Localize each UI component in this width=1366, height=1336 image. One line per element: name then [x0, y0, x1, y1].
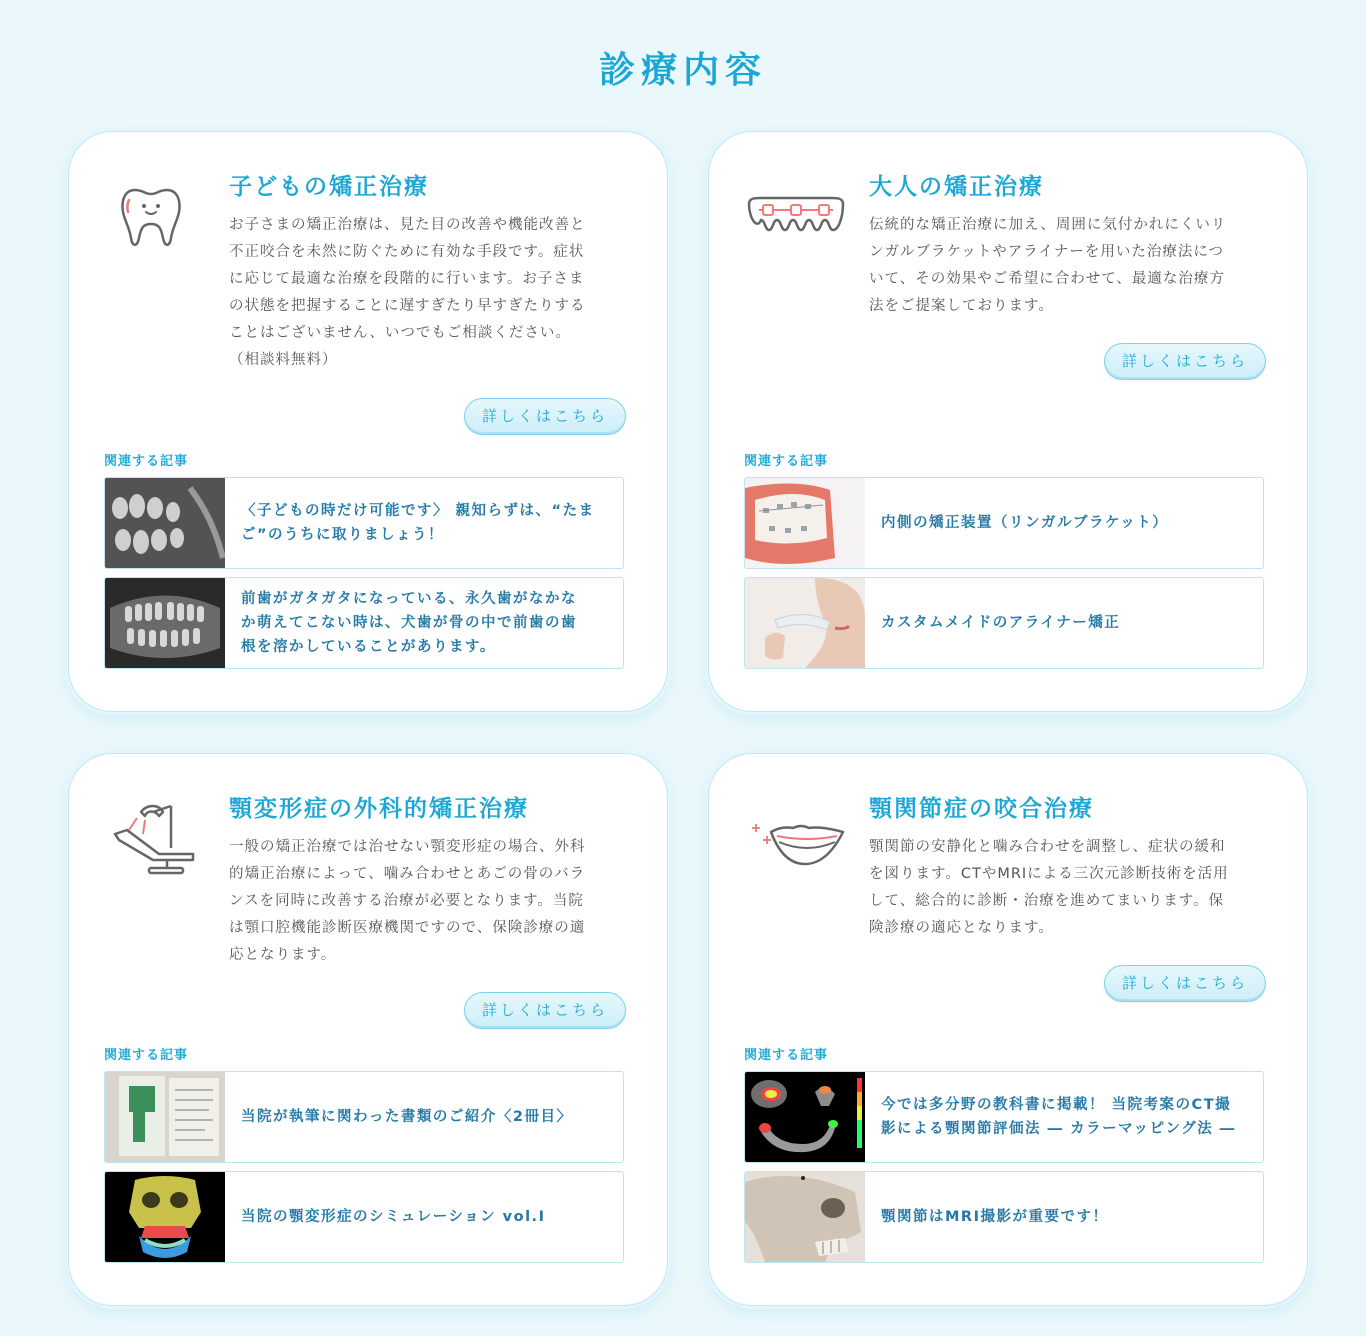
section-title: 診療内容: [598, 50, 767, 91]
skull-3d-thumb: [105, 1172, 225, 1262]
related-articles-label: 関連する記事: [104, 1048, 189, 1063]
card-description: 一般の矯正治療では治せない顎変形症の場合、外科 的矯正治療によって、噛み合わせとあごの骨のバラ ンスを同時に改善する治療が必要となります。当院 は顎口腔機能診断医療機関ですので、保険診療の適 応となります。: [229, 839, 586, 963]
ct-color-map-thumb: [745, 1072, 865, 1162]
related-article-item[interactable]: [744, 1171, 1264, 1263]
article-title: 内側の矯正装置（リンガルブラケット）: [881, 515, 1169, 531]
tooth-icon: [107, 176, 207, 256]
article-title: カスタムメイドのアライナー矯正: [881, 615, 1121, 631]
article-title: 当院の顎変形症のシミュレーション vol.I: [241, 1209, 546, 1225]
xray-thumb: [105, 478, 225, 568]
details-button[interactable]: 詳しくはこちら: [1104, 343, 1266, 380]
article-title: 当院が執筆に関わった書類のご紹介〈2冊目〉: [241, 1109, 573, 1125]
card-description: お子さまの矯正治療は、見た目の改善や機能改善と 不正咬合を未然に防ぐために有効な手段です。症状 に応じて最適な治療を段階的に行います。お子さま の状態を把握することに遅すぎたり早すぎたりする ことはございません、いつでもご相談ください。 （相談料無料）: [229, 217, 586, 368]
article-title: 〈子どもの時だけ可能です〉 親知らずは、“たま ご”のうちに取りましょう！: [241, 503, 595, 543]
card-surgical-orthodontics: [68, 753, 668, 1306]
article-title: 今では多分野の教科書に掲載！ 当院考案のCT撮 影による顎関節評価法 ― カラーマッピング法 ―: [881, 1097, 1236, 1137]
braces-icon: [747, 176, 847, 256]
card-description: 顎関節の安静化と噛み合わせを調整し、症状の緩和 を図ります。CTやMRIによる三次元診断技術を活用 して、総合的に診断・治療を進めてまいります。保 険診療の適応となります。: [869, 839, 1229, 936]
article-title: 前歯がガタガタになっている、永久歯がなかな か萌えてこない時は、犬歯が骨の中で前歯の歯 根を溶かしていることがあります。: [241, 591, 577, 655]
skull-model-thumb: [745, 1172, 865, 1262]
dental-chair-icon: [107, 798, 207, 878]
details-button[interactable]: 詳しくはこちら: [1104, 965, 1266, 1002]
related-articles-label: 関連する記事: [744, 454, 829, 469]
card-title: 子どもの矯正治療: [229, 174, 429, 200]
card-title: 顎関節症の咬合治療: [869, 796, 1094, 822]
related-article-item[interactable]: [104, 477, 624, 569]
lingual-bracket-thumb: [745, 478, 865, 568]
details-button[interactable]: 詳しくはこちら: [464, 992, 626, 1029]
panoramic-xray-thumb: [105, 578, 225, 668]
related-article-item[interactable]: [104, 1171, 624, 1263]
smile-icon: [747, 798, 847, 878]
books-thumb: [105, 1072, 225, 1162]
details-button[interactable]: 詳しくはこちら: [464, 398, 626, 435]
card-title: 大人の矯正治療: [869, 174, 1044, 200]
related-article-item[interactable]: [744, 577, 1264, 669]
card-child-orthodontics: [68, 131, 668, 712]
related-articles-label: 関連する記事: [744, 1048, 829, 1063]
related-article-item[interactable]: [104, 1071, 624, 1163]
card-tmj-occlusal-treatment: [708, 753, 1308, 1306]
card-description: 伝統的な矯正治療に加え、周囲に気付かれにくいリ ンガルブラケットやアライナーを用いた治療法につ いて、その効果やご希望に合わせて、最適な治療方 法をご提案しております。: [869, 217, 1227, 314]
related-article-item[interactable]: [744, 1071, 1264, 1163]
aligner-thumb: [745, 578, 865, 668]
card-title: 顎変形症の外科的矯正治療: [229, 796, 529, 822]
card-adult-orthodontics: [708, 131, 1308, 712]
related-articles-label: 関連する記事: [104, 454, 189, 469]
article-title: 顎関節はMRI撮影が重要です！: [881, 1209, 1109, 1225]
related-article-item[interactable]: [744, 477, 1264, 569]
related-article-item[interactable]: [104, 577, 624, 669]
